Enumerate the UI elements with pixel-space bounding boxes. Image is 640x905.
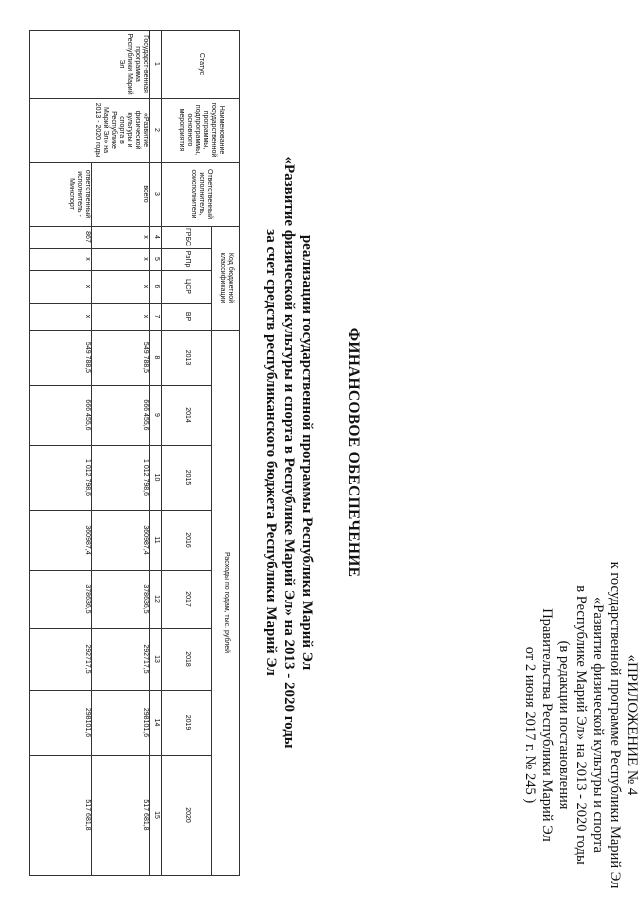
column-number: 3 [153,192,160,196]
row2-value: 298101,6 [84,707,91,738]
row2-value: 360987,4 [84,525,91,555]
column-number: 1 [153,62,160,66]
header-responsible: Ответственный исполнитель, соисполнители [190,169,213,219]
appendix-title: «ПРИЛОЖЕНИЕ № 4 [624,654,640,796]
doc-title: ФИНАНСОВОЕ ОБЕСПЕЧЕНИЕ [345,327,362,578]
appendix-line-4: (в редакции постановления [556,640,572,810]
column-number: 4 [153,235,160,239]
appendix-line-1: к государственной программе Республики Марий Эл [607,561,623,889]
column-number: 5 [153,257,160,261]
row1-vr: х [142,314,149,319]
appendix-line-2: «Развитие физической культуры и спорта [590,597,606,853]
doc-subtitle-3: за счет средств республиканского бюджета Республики Марий Эл [263,229,279,676]
header-grbs: ГРБС [184,227,191,247]
column-number: 11 [153,536,160,544]
row1-value: 666 455,6 [142,399,149,431]
header-year: 2013 [184,349,191,366]
row-status: Государст-венная программа Республики Марий Эл [118,33,149,95]
row1-value: 298101,6 [142,707,149,738]
row2-csr: х [84,284,91,289]
row1-value: 292717,5 [142,644,149,674]
header-year: 2015 [184,469,191,486]
row2-value: 549 788,5 [84,341,91,374]
row1-responsible: всего [142,185,149,203]
row1-rzpr: х [142,257,149,261]
column-number: 10 [153,473,160,482]
appendix-line-3: в Республике Марий Эл» на 2013 - 2020 годы [573,585,589,865]
header-year: 2014 [184,407,191,423]
row1-value: 1 012 798,6 [142,459,149,496]
row-program-name: «Развитие физической культуры и спорта в Республике Марий Эл» на 2013 - 2020 годы [94,102,149,158]
header-year: 2016 [184,532,191,548]
row1-csr: х [142,284,149,289]
header-budget-code: Код бюджетной классификации [219,252,234,304]
header-vr: ВР [184,311,191,322]
header-expenses: Расходы по годам, тыс. рублей [223,551,230,654]
appendix-line-6: от 2 июня 2017 г. № 245 ) [522,646,538,804]
header-year: 2019 [184,714,191,731]
column-number: 7 [153,314,160,319]
table-gridline [29,875,240,876]
header-status: Статус [198,52,205,76]
column-number: 14 [153,718,160,727]
column-number: 8 [153,355,160,360]
row2-value: 517 681,8 [84,799,91,831]
row2-value: 378636,5 [84,584,91,614]
header-year: 2018 [184,651,191,667]
header-year: 2020 [184,807,191,823]
appendix-line-5: Правительства Республики Марий Эл [539,608,555,842]
row2-value: 1 012 798,6 [84,459,91,496]
row1-value: 378636,5 [142,584,149,614]
header-csr: ЦСР [184,279,191,294]
row2-value: 666 455,6 [84,399,91,431]
row1-value: 549 788,5 [142,341,149,374]
row2-responsible: ответственный исполнитель - Минспорт [68,169,91,219]
column-number: 2 [153,128,160,132]
column-number: 9 [153,413,160,417]
row1-value: 360987,4 [142,525,149,555]
row1-grbs: х [142,235,149,239]
column-number: 15 [153,811,160,819]
row1-value: 517 681,8 [142,799,149,831]
column-number: 13 [153,655,160,663]
column-number: 12 [153,595,160,603]
header-name: Наименование государственной программы, подпрограммы, основного мероприятия [178,102,225,158]
row2-vr: х [84,314,91,319]
row2-rzpr: х [84,257,91,261]
row2-grbs: 867 [84,231,91,243]
row2-value: 292717,5 [84,644,91,674]
doc-subtitle-1: реализации государственной программы Республики Марий Эл [299,234,315,671]
column-number: 6 [153,284,160,289]
doc-subtitle-2: «Развитие физической культуры и спорта в Республике Марий Эл» на 2013 - 2020 годы [281,156,297,749]
header-rzpr: РзПр [184,250,191,268]
header-year: 2017 [184,591,191,607]
